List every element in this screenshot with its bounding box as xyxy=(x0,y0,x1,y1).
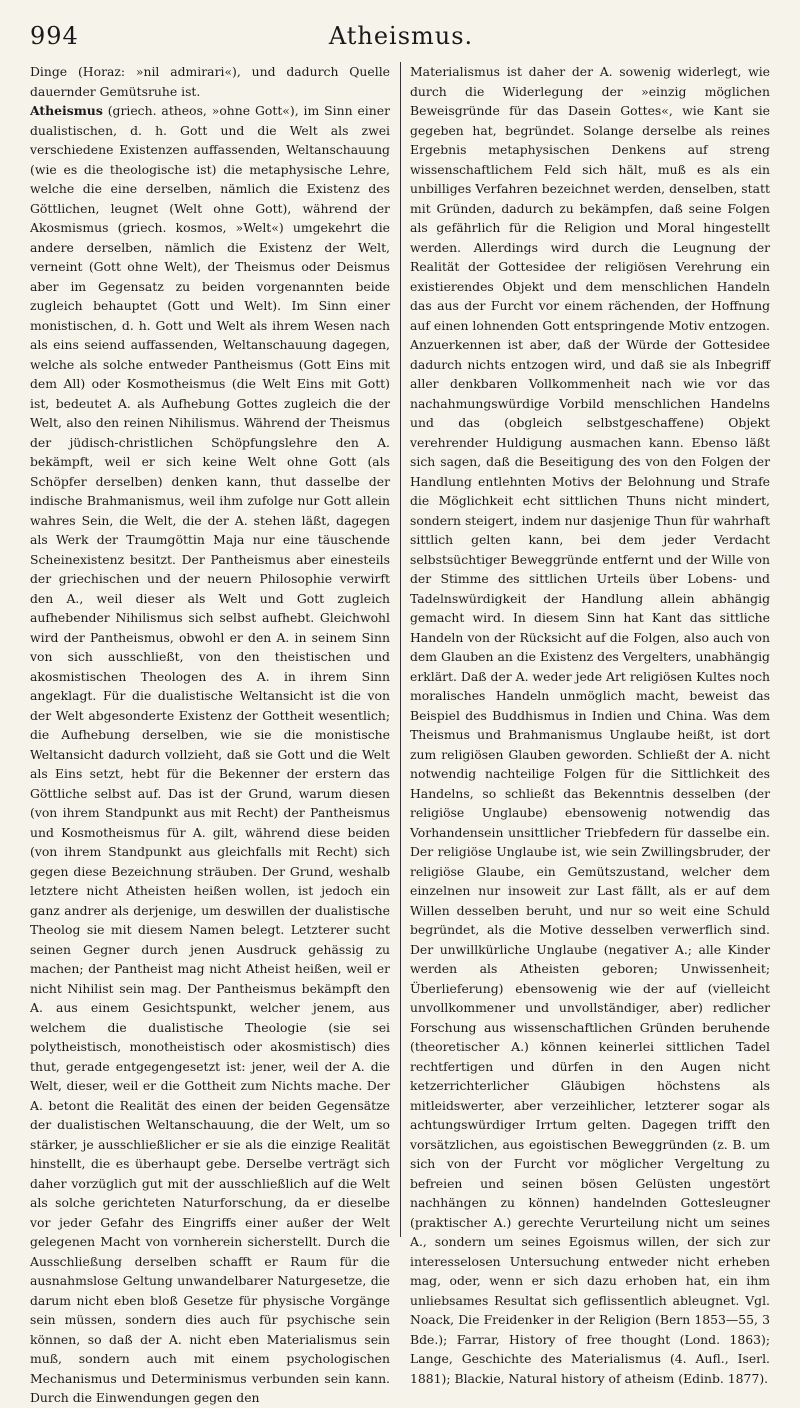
left-column xyxy=(30,62,390,1405)
entry-headword: Atheismus xyxy=(30,103,103,118)
text-columns xyxy=(30,62,772,1405)
running-title: Atheismus. xyxy=(328,22,474,50)
column-divider xyxy=(400,62,401,1237)
right-column xyxy=(410,62,770,1386)
right-column-paragraph: Materialismus ist daher der A. sowenig widerlegt, wie durch die Widerlegung der »einzig möglichen Beweisgründe für das Dasein Gottes«, wie Kant sie gegeben hat, begründet. Solange derselbe als reines Ergebnis metaphysischen Denkens auf streng wissenschaftlichem Feld sich hält, muß es als ein unbilliges Verfahren bezeichnet werden, denselben, statt mit Gründen, dadurch zu bekämpfen, daß seine Folgen als gefährlich für die Religion und Moral hingestellt werden. Allerdings wird durch die Leugnung der Realität der Gottesidee der religiösen Verehrung ein existierendes Objekt und dem menschlichen Handeln das aus der Furcht vor einem rächenden, der Hoffnung auf einen lohnenden Gott entspringende Motiv entzogen. Anzuerkennen ist aber, daß der Würde der Gottesidee dadurch nichts entzogen wird, und daß sie als Inbegriff aller denkbaren Vollkommenheit nach wie vor das nachahmungswürdige Vorbild menschlichen Handelns und das (obgleich selbstgeschaffene) Objekt verehrender Huldigung ausmachen kann. Ebenso läßt sich sagen, daß die Beseitigung des von den Folgen der Handlung entlehnten Motivs der Belohnung und Strafe die Möglichkeit echt sittlichen Thuns nicht mindert, sondern steigert, indem nur dasjenige Thun für wahrhaft sittlich gelten kann, bei dem jeder Verdacht selbstsüchtiger Beweggründe entfernt und der Wille von der Stimme des sittlichen Urteils über Lobens- und Tadelnswürdigkeit der Handlung allein abhängig gemacht wird. In diesem Sinn hat Kant das sittliche Handeln von der Rücksicht auf die Folgen, also auch von dem Glauben an die Existenz des Vergelters, unabhängig erklärt. Daß der A. weder jede Art religiösen Kultes noch moralisches Handeln unmöglich macht, beweist das Beispiel des Buddhismus in Indien und China. Was dem Theismus und Brahmanismus Unglaube heißt, ist dort zum religiösen Glauben geworden. Schließt der A. nicht notwendig nachteilige Folgen für die Sittlichkeit des Handelns, so schließt das Bekenntnis desselben (der religiöse Unglaube) ebensowenig notwendig das Vorhandensein unsittlicher Triebfedern für dasselbe ein. Der religiöse Unglaube ist, wie sein Zwillingsbruder, der religiöse Glaube, ein Gemütszustand, welcher dem einzelnen nur insoweit zur Last fällt, als er auf dem Willen desselben beruht, und nur so weit eine Schuld begründet, als die Motive desselben verwerflich sind. Der unwillkürliche Unglaube (negativer A.; alle Kinder werden als Atheisten geboren; Unwissenheit; Überlieferung) ebensowenig wie der auf (vielleicht unvollkommener und unvollständiger, aber) redlicher Forschung aus wissenschaftlichen Gründen beruhende (theoretischer A.) können keinerlei sittlichen Tadel rechtfertigen und dürfen in den Augen nicht ketzerrichterlicher Gläubigen höchstens als mitleidswerter, aber verzeihlicher, letzterer sogar als achtungswürdiger Irrtum gelten. Dagegen trifft den vorsätzlichen, aus egoistischen Beweggründen (z. B. um sich von der Furcht vor möglicher Vergeltung zu befreien und seinen bösen Gelüsten ungestört nachhängen zu können) handelnden Gottesleugner (praktischer A.) gerechte Verurteilung nicht um seines A., sondern um seines Egoismus willen, der sich zur interesselosen Untersuchung entweder nicht erheben mag, oder, wenn er sich dazu erhoben hat, ein ihm unliebsames Resultat sich geflissentlich ableugnet. Vgl. Noack, Die Freidenker in der Religion (Bern 1853—55, 3 Bde.); Farrar, History of free thought (Lond. 1863); Lange, Geschichte des Materialismus (4. Aufl., Iserl. 1881); Blackie, Natural history of atheism (Edinb. 1877). xyxy=(410,64,770,1386)
page-number: 994 xyxy=(30,22,79,50)
entry-body-text: (griech. atheos, »ohne Gott«), im Sinn einer dualistischen, d. h. Gott und die Welt als zwei verschiedene Existenzen auffassenden, Weltanschauung (wie es die theologische ist) die metaphysische Lehre, welche die eine derselben, nämlich die Existenz des Göttlichen, leugnet (Welt ohne Gott), während der Akosmismus (griech. kosmos, »Welt«) umgekehrt die andere derselben, nämlich die Existenz der Welt, verneint (Gott ohne Welt), der Theismus oder Deismus aber im Gegensatz zu beiden vorgenannten beide zugleich behauptet (Gott und Welt). Im Sinn einer monistischen, d. h. Gott und Welt als ihrem Wesen nach als eins seiend auffassenden, Weltanschauung dagegen, welche als solche entweder Pantheismus (Gott Eins mit dem All) oder Kosmotheismus (die Welt Eins mit Gott) ist, bedeutet A. als Aufhebung Gottes zugleich die der Welt, also den reinen Nihilismus. Während der Theismus der jüdisch-christlichen Schöpfungslehre den A. bekämpft, weil er sich keine Welt ohne Gott (als Schöpfer derselben) denken kann, thut dasselbe der indische Brahmanismus, weil ihm zufolge nur Gott allein wahres Sein, die Welt, die der A. stehen läßt, dagegen als Werk der Traumgöttin Maja nur eine täuschende Scheinexistenz besitzt. Der Pantheismus aber einesteils der griechischen und der neuern Philosophie verwirft den A., weil dieser als Welt und Gott zugleich aufhebender Nihilismus sich selbst aufhebt. Gleichwohl wird der Pantheismus, obwohl er den A. in seinem Sinn von sich ausschließt, von den theistischen und akosmistischen Theologen des A. in ihrem Sinn angeklagt. Für die dualistische Weltansicht ist die von der Welt abgesonderte Existenz der Gottheit wesentlich; die Aufhebung derselben, wie sie die monistische Weltansicht dadurch vollzieht, daß sie Gott und die Welt als Eins setzt, hebt für die Bekenner der erstern das Göttliche selbst auf. Das ist der Grund, warum diesen (von ihrem Standpunkt aus mit Recht) der Pantheismus und Kosmotheismus für A. gilt, während diese beiden (von ihrem Standpunkt aus gleichfalls mit Recht) sich gegen diese Bezeichnung sträuben. Der Grund, weshalb letztere nicht Atheisten heißen wollen, ist jedoch ein ganz andrer als derjenige, um deswillen der dualistische Theolog sie mit diesem Namen belegt. Letzterer sucht seinen Gegner durch jenen Ausdruck gehässig zu machen; der Pantheist mag nicht Atheist heißen, weil er nicht Nihilist sein mag. Der Pantheismus bekämpft den A. aus einem Gesichtspunkt, welcher jenem, aus welchem die dualistische Theologie (sie sei polytheistisch, monotheistisch oder akosmistisch) dies thut, gerade entgegengesetzt ist: jener, weil der A. die Welt, dieser, weil er die Gottheit zum Nichts mache. Der A. betont die Realität des einen der beiden Gegensätze der dualistischen Weltanschauung, die der Welt, um so stärker, je ausschließlicher er sie als die einzige Realität hinstellt, die es überhaupt gebe. Derselbe verträgt sich daher vorzüglich gut mit der ausschließlich auf die Welt als solche gerichteten Naturforschung, da er dieselbe vor jeder Gefahr des Eingriffs einer außer der Welt gelegenen Macht von vornherein sicherstellt. Durch die Ausschließung derselben schafft er Raum für die ausnahmslose Geltung unwandelbarer Naturgesetze, die darum nicht eben bloß Gesetze für physische Vorgänge sein müssen, sondern dies auch für psychische sein können, so daß der A. nicht eben Materialismus sein muß, sondern auch mit einem psychologischen Mechanismus und Determinismus verbunden sein kann. Durch die Einwendungen gegen den xyxy=(30,103,390,1405)
entry-paragraph xyxy=(30,101,390,1408)
page-header xyxy=(30,22,772,56)
continuation-paragraph: Dinge (Horaz: »nil admirari«), und dadurch Quelle dauernder Gemütsruhe ist. xyxy=(30,64,390,99)
